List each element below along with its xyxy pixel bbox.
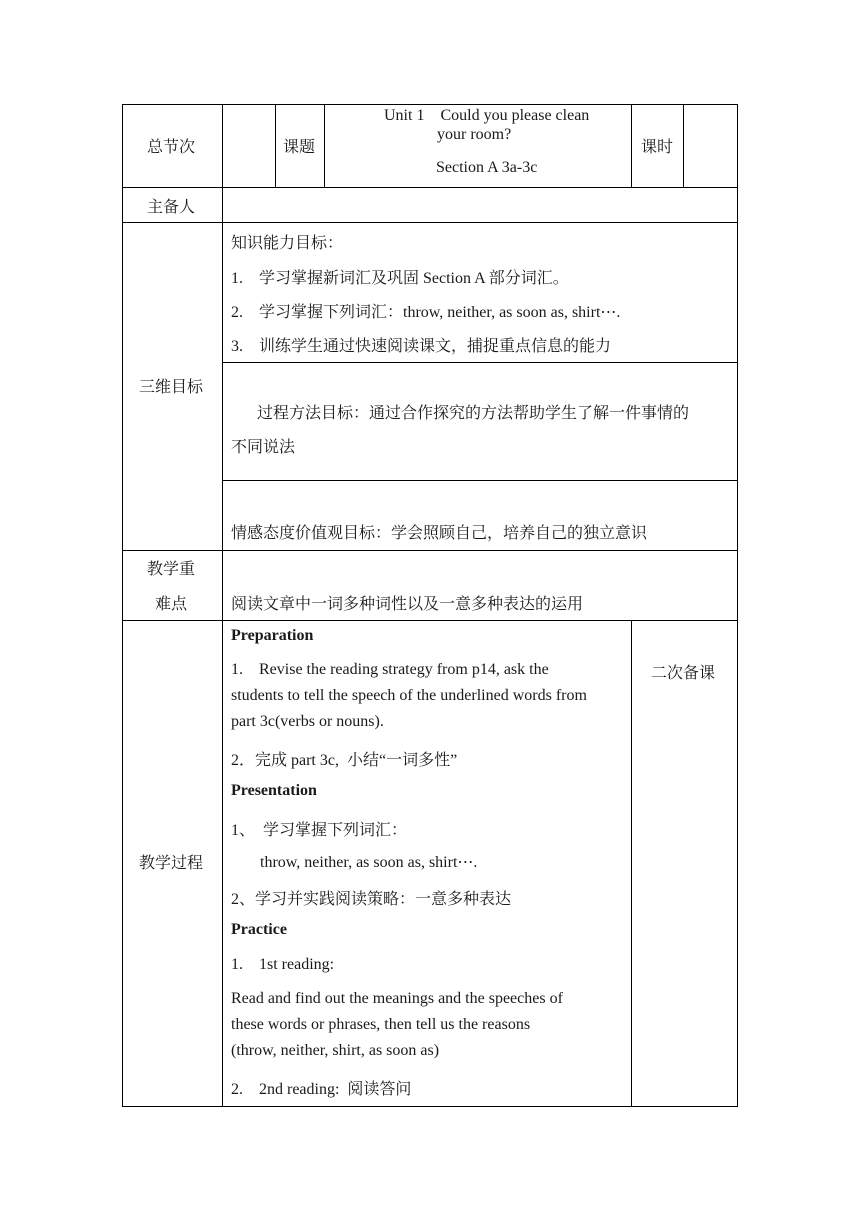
lead-preparer-label: 主备人	[147, 199, 196, 216]
knowledge-goal-1: 1. 学习掌握新词汇及巩固 Section A 部分词汇。	[231, 270, 569, 287]
knowledge-goal-2: 2. 学习掌握下列词汇：throw, neither, as soon as, shirt⋯.	[231, 304, 621, 321]
grid-line	[122, 620, 738, 621]
preparation-step-2: 2．完成 part 3c, 小结“一词多性”	[231, 752, 458, 769]
total-sessions-label: 总节次	[147, 139, 196, 156]
practice-step-1-line1: Read and find out the meanings and the speeches of	[231, 990, 563, 1007]
practice-step-1: 1. 1st reading:	[231, 956, 335, 973]
grid-line	[275, 104, 276, 187]
key-points-label-line2: 难点	[155, 596, 188, 613]
grid-line	[122, 222, 738, 223]
period-label: 课时	[641, 139, 674, 156]
grid-line	[222, 480, 738, 481]
presentation-step-1: 1、 学习掌握下列词汇：	[231, 822, 408, 839]
knowledge-goal-3: 3. 训练学生通过快速阅读课文，捕捉重点信息的能力	[231, 338, 612, 355]
process-goal-line1: 过程方法目标：通过合作探究的方法帮助学生了解一件事情的	[257, 405, 690, 422]
knowledge-goal-title: 知识能力目标：	[231, 235, 344, 252]
key-points-label-line1: 教学重	[147, 561, 196, 578]
topic-title-line1: Unit 1 Could you please clean	[384, 107, 590, 124]
topic-label: 课题	[283, 139, 316, 156]
key-points-content: 阅读文章中一词多种词性以及一意多种表达的运用	[231, 596, 584, 613]
grid-line	[324, 104, 325, 187]
process-goal-line2: 不同说法	[231, 439, 296, 456]
grid-line	[222, 362, 738, 363]
preparation-heading: Preparation	[231, 627, 314, 644]
grid-line	[122, 104, 738, 105]
topic-title-line2: your room?	[437, 126, 512, 143]
second-prep-label: 二次备课	[651, 665, 716, 682]
preparation-step-1-line1: 1. Revise the reading strategy from p14, ask the	[231, 661, 549, 678]
grid-line	[122, 1106, 738, 1107]
practice-step-2: 2. 2nd reading: 阅读答问	[231, 1081, 412, 1098]
presentation-words: throw, neither, as soon as, shirt⋯.	[260, 854, 478, 871]
practice-heading: Practice	[231, 921, 287, 938]
grid-line	[122, 187, 738, 188]
preparation-step-1-line3: part 3c(verbs or nouns).	[231, 713, 384, 730]
grid-line	[631, 104, 632, 187]
grid-line	[631, 620, 632, 1106]
practice-step-1-line3: (throw, neither, shirt, as soon as)	[231, 1042, 440, 1059]
grid-line	[683, 104, 684, 187]
emotion-goal: 情感态度价值观目标：学会照顾自己，培养自己的独立意识	[231, 525, 648, 542]
teaching-process-label: 教学过程	[139, 855, 204, 872]
grid-line	[737, 104, 738, 1106]
preparation-step-1-line2: students to tell the speech of the underlined words from	[231, 687, 587, 704]
topic-section: Section A 3a-3c	[436, 159, 538, 176]
grid-line	[122, 104, 123, 1106]
practice-step-1-line2: these words or phrases, then tell us the reasons	[231, 1016, 531, 1033]
presentation-heading: Presentation	[231, 782, 317, 799]
presentation-step-2: 2、学习并实践阅读策略：一意多种表达	[231, 891, 512, 908]
grid-line	[222, 104, 223, 1106]
goals-label: 三维目标	[139, 379, 204, 396]
grid-line	[122, 550, 738, 551]
